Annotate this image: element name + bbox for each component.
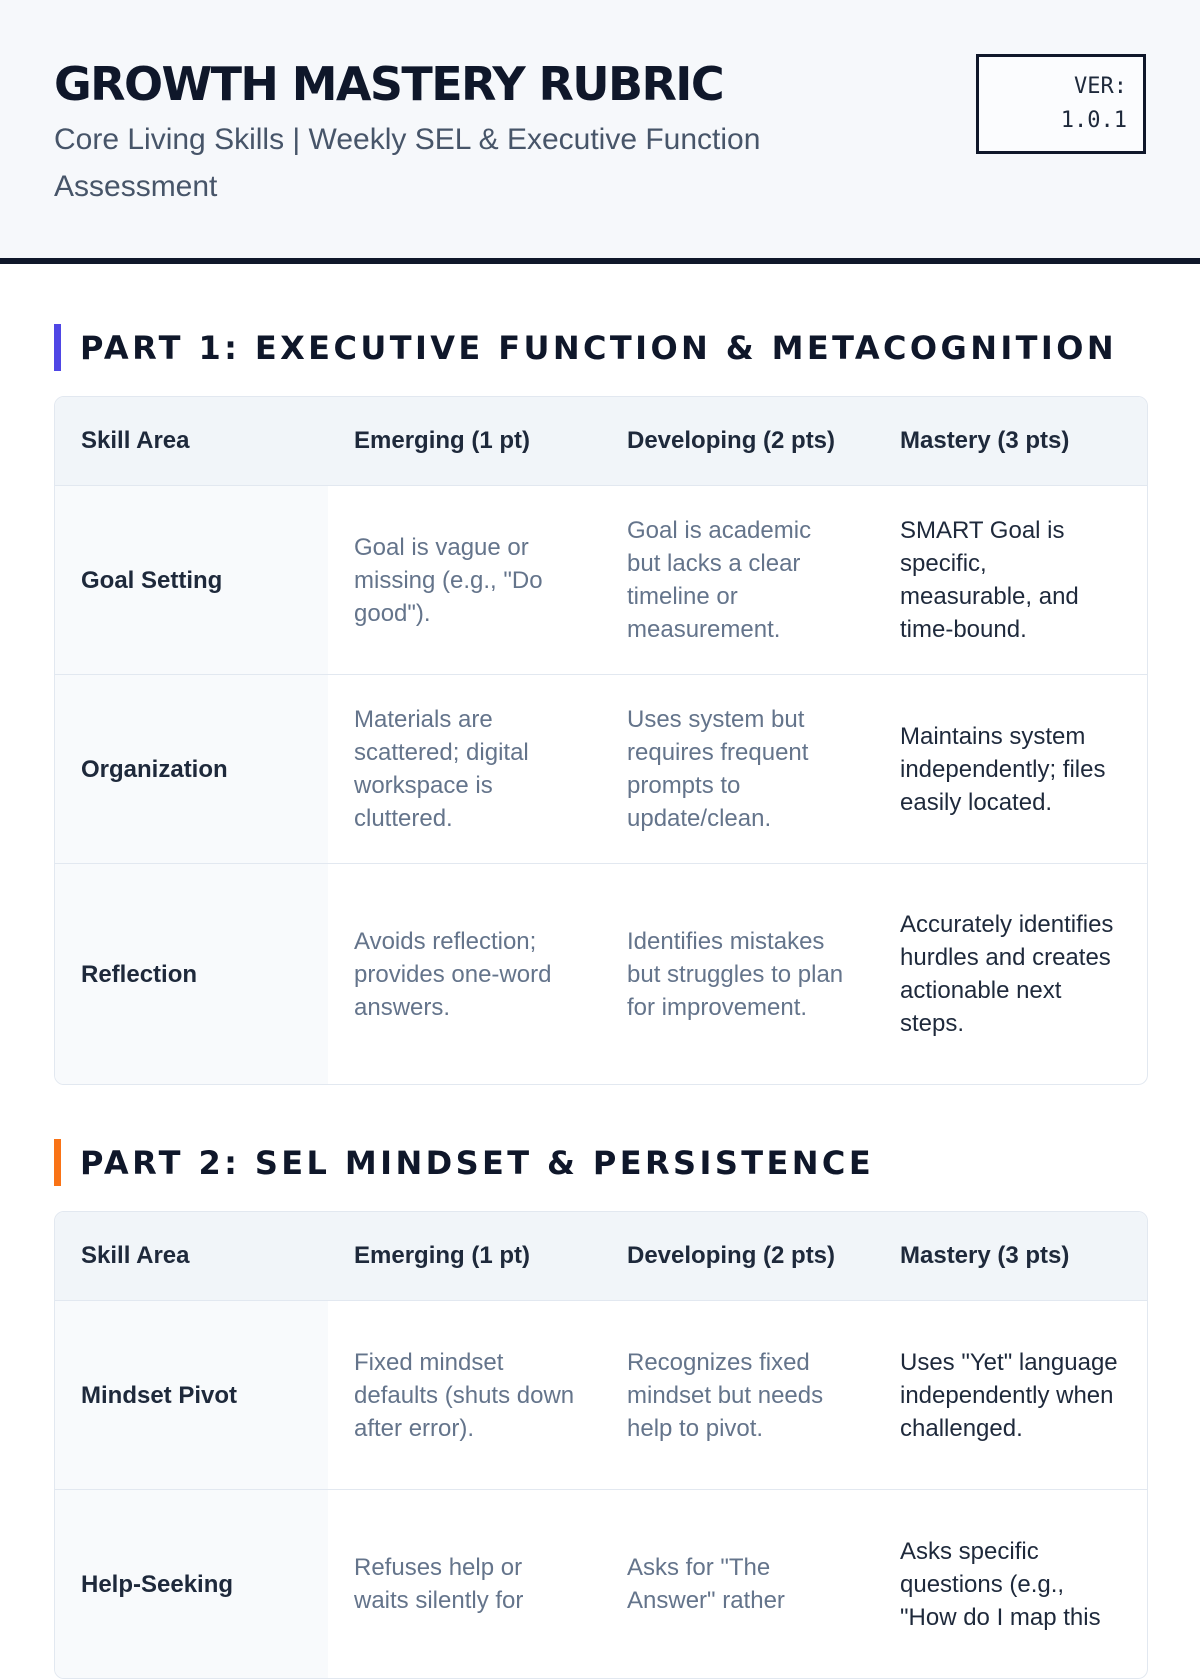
- column-header: Skill Area: [55, 1212, 328, 1301]
- column-header: Mastery (3 pts): [874, 397, 1147, 486]
- section-accent-bar: [54, 324, 61, 371]
- section-title: PART 1: EXECUTIVE FUNCTION & METACOGNITION: [80, 329, 1118, 367]
- developing-cell: Recognizes fixed mindset but needs help to pivot.: [601, 1301, 874, 1490]
- developing-cell: Identifies mistakes but struggles to plan for improvement.: [627, 927, 844, 1021]
- emerging-cell: Refuses help or waits silently for: [354, 1554, 524, 1614]
- table-row: [55, 1490, 1147, 1678]
- skill-cell: Goal Setting: [55, 486, 328, 675]
- table-header-row: [55, 1212, 1147, 1301]
- page-title: GROWTH MASTERY RUBRIC: [54, 57, 723, 111]
- section-accent-bar: [54, 1139, 61, 1186]
- section-heading: [54, 1139, 1146, 1187]
- table-row: [55, 864, 1147, 1084]
- column-header: Emerging (1 pt): [328, 397, 601, 486]
- mastery-cell: Accurately identifies hurdles and creates actionable next steps.: [900, 911, 1114, 1037]
- section-part-1: [54, 324, 1146, 1085]
- page-subtitle: Core Living Skills | Weekly SEL & Executive Function Assessment: [54, 123, 761, 203]
- header: [0, 0, 1200, 264]
- table-row: [55, 675, 1147, 864]
- table-row: [55, 486, 1147, 675]
- rubric-table: [54, 1211, 1148, 1679]
- emerging-cell: Avoids reflection; provides one-word answers.: [354, 927, 552, 1021]
- section-title: PART 2: SEL MINDSET & PERSISTENCE: [80, 1144, 875, 1182]
- table-row: [55, 1301, 1147, 1490]
- column-header: Mastery (3 pts): [874, 1212, 1147, 1301]
- skill-cell: Mindset Pivot: [55, 1301, 328, 1490]
- version-label: VER:: [1074, 74, 1127, 99]
- emerging-cell: Fixed mindset defaults (shuts down after error).: [328, 1301, 601, 1490]
- column-header: Developing (2 pts): [601, 397, 874, 486]
- column-header: Emerging (1 pt): [328, 1212, 601, 1301]
- table-header-row: [55, 397, 1147, 486]
- skill-cell: Reflection: [55, 864, 328, 1084]
- emerging-cell: Goal is vague or missing (e.g., "Do good").: [328, 486, 601, 675]
- section-heading: [54, 324, 1146, 372]
- version-box: [976, 54, 1146, 154]
- mastery-cell: Uses "Yet" language independently when challenged.: [874, 1301, 1147, 1490]
- emerging-cell: Materials are scattered; digital workspace is cluttered.: [328, 675, 601, 864]
- developing-cell: Asks for "The Answer" rather: [627, 1554, 785, 1614]
- rubric-table: [54, 396, 1148, 1085]
- section-part-2: [54, 1139, 1146, 1679]
- mastery-cell: Asks specific questions (e.g., "How do I map this: [900, 1537, 1101, 1631]
- column-header: Skill Area: [55, 397, 328, 486]
- mastery-cell: SMART Goal is specific, measurable, and time-bound.: [874, 486, 1147, 675]
- version-value: 1.0.1: [1060, 108, 1127, 133]
- skill-cell: Help-Seeking: [55, 1490, 328, 1678]
- column-header: Developing (2 pts): [601, 1212, 874, 1301]
- developing-cell: Goal is academic but lacks a clear timeline or measurement.: [601, 486, 874, 675]
- mastery-cell: Maintains system independently; files easily located.: [874, 675, 1147, 864]
- skill-cell: Organization: [55, 675, 328, 864]
- developing-cell: Uses system but requires frequent prompts to update/clean.: [601, 675, 874, 864]
